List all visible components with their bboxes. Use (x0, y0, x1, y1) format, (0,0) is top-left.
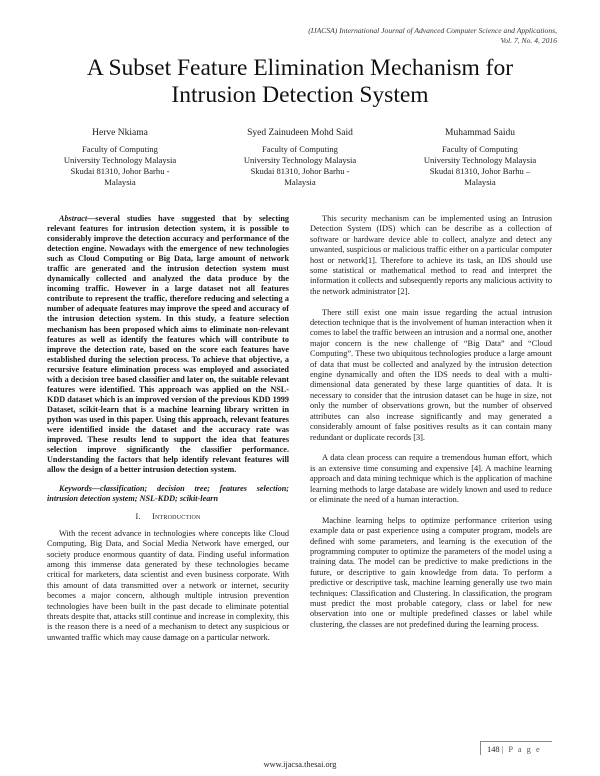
author-block (40, 128, 560, 188)
page-number (480, 741, 552, 755)
journal-name: (IJACSA) International Journal of Advanced Computer Science and Applications, (308, 26, 557, 35)
author-faculty: Faculty of Computing (442, 144, 518, 154)
author-faculty: Faculty of Computing (82, 144, 158, 154)
author-name: Herve Nkiama (92, 128, 148, 138)
page-label: | P a g e (501, 745, 542, 754)
intro-paragraph: With the recent advance in technologies where concepts like Cloud Computing, Big Data, and Social Media Network have emerged, our society produce enormous quantity of data. Finding useful information among this immense data generated by these technologies became critical for marketers, data scientist and even business corporate. With this amount of data transmitted over a network or internet, security becomes a major concern, although multiple intrusion prevention technologies have been built in the past decade to eliminate potential threats despite that, attacks still continue and increase in complexity, this is the reason there is a need of a mechanism to detect any suspicious or unwanted traffic which may cause damage on a particular network. (47, 528, 289, 642)
author-country: Malaysia (464, 177, 496, 187)
left-column (47, 214, 289, 643)
abstract-label: Abstract (59, 214, 88, 223)
author-university: University Technology Malaysia (63, 155, 177, 165)
title-line-1: A Subset Feature Elimination Mechanism for (86, 55, 514, 81)
author-1 (40, 128, 200, 188)
author-address: Skudai 81310, Johor Barhu - (70, 166, 170, 176)
author-address: Skudai 81310, Johor Barhu - (250, 166, 350, 176)
journal-header (217, 26, 557, 46)
keywords: Keywords—classification; decision tree; features selection; intrusion detection system; NSL-KDD; scikit-learn (47, 484, 289, 504)
paper-title (40, 55, 560, 109)
body-paragraph-2: There still exist one main issue regarding the actual intrusion detection technique that is the involvement of human interaction when it comes to label the traffic between an intrusion and a normal one, another major concern is the new challenge of “Big Data” and “Cloud Computing”. These two ubiquitous technologies produce a large amount of data that must be collected and analyzed by the intrusion detection engine dynamically and often the IDS needs to deal with a multi-dimensional data generated by these large quantities of data. It is necessary to consider that the intrusion dataset can be huge in size, not only the number of observations grown, but the number of observed attributes can also increase significantly and may generated a considerably amount of false positives results as it can contain many redundant or duplicate records [3]. (310, 307, 552, 442)
journal-volume: Vol. 7, No. 4, 2016 (500, 36, 557, 45)
body-paragraph-1: This security mechanism can be implemented using an Intrusion Detection System (IDS) which can be describe as a collection of software or hardware device able to collect, analyze and detect any unwanted, suspicious or malicious traffic either on a particular computer host or network[1]. Therefore to achieve its task, an IDS should use some statistical or mathematical method to read and interpret the information it collects and subsequently reports any malicious activity to the network administrator [2]. (310, 214, 552, 296)
abstract (47, 214, 289, 475)
title-line-2: Intrusion Detection System (171, 82, 429, 108)
footer-url[interactable]: www.ijacsa.thesai.org (263, 760, 337, 769)
section-number: I. (135, 512, 141, 522)
author-country: Malaysia (284, 177, 316, 187)
author-name: Muhammad Saidu (445, 128, 515, 138)
section-title: Introduction (152, 512, 201, 522)
author-2 (220, 128, 380, 188)
body-paragraph-3: A data clean process can require a tremendous human effort, which is an extensive time consuming and expensive [4]. A machine learning approach and data mining technique which is the application of machine learning methods to large database are widely known and used to reduce or eliminate the need of a human interaction. (310, 453, 552, 504)
author-name: Syed Zainudeen Mohd Said (247, 128, 353, 138)
body-paragraph-4: Machine learning helps to optimize performance criterion using example data or past experience using a computer program, models are defined with some parameters, and learning is the execution of the programming computer to optimize the parameters of the model using a training data. The model can be predictive to make predictions in the future, or descriptive to gain knowledge from data. To perform a predictive or descriptive task, machine learning generally use two main techniques: Classification and Clustering. In classification, the program must predict the most probable category, class or label for new observation into one or multiple predefined classes or label while clustering, the classes are not predefined during the learning process. (310, 515, 552, 629)
author-university: University Technology Malaysia (423, 155, 537, 165)
author-country: Malaysia (104, 177, 136, 187)
section-heading (47, 512, 289, 522)
right-column (310, 214, 552, 630)
author-3 (400, 128, 560, 188)
author-university: University Technology Malaysia (243, 155, 357, 165)
author-faculty: Faculty of Computing (262, 144, 338, 154)
author-address: Skudai 81310, Johor Barhu – (429, 166, 531, 176)
page-number-value: 148 (487, 745, 500, 754)
abstract-text: —several studies have suggested that by selecting relevant features for intrusion detection system, it is possible to considerably improve the detection accuracy and performance of the detection engine. Nowadays with the emergence of new technologies such as Cloud Computing or Big Data, large amount of network traffic are generated and the intrusion detection system must dynamically collected and analyzed the data produce by the incoming traffic. However in a large dataset not all features contribute to represent the traffic, therefore reducing and selecting a number of adequate features may improve the speed and accuracy of the intrusion detection system. In this study, a feature selection mechanism has been proposed which aims to eliminate non-relevant features as well as identify the features which will contribute to improve the detection rate, based on the score each features have established during the selection process. To achieve that objective, a recursive feature elimination process was employed and associated with a decision tree based classifier and later on, the suitable relevant features were identified. This approach was applied on the NSL-KDD dataset which is an improved version of the previous KDD 1999 Dataset, scikit-learn that is a machine learning library written in python was used in this paper. Using this approach, relevant features were identified inside the dataset and the accuracy rate was improved. These results lend to support the idea that features selection improve significantly the classifier performance. Understanding the factors that help identify relevant features will allow the design of a better intrusion detection system. (47, 214, 289, 475)
